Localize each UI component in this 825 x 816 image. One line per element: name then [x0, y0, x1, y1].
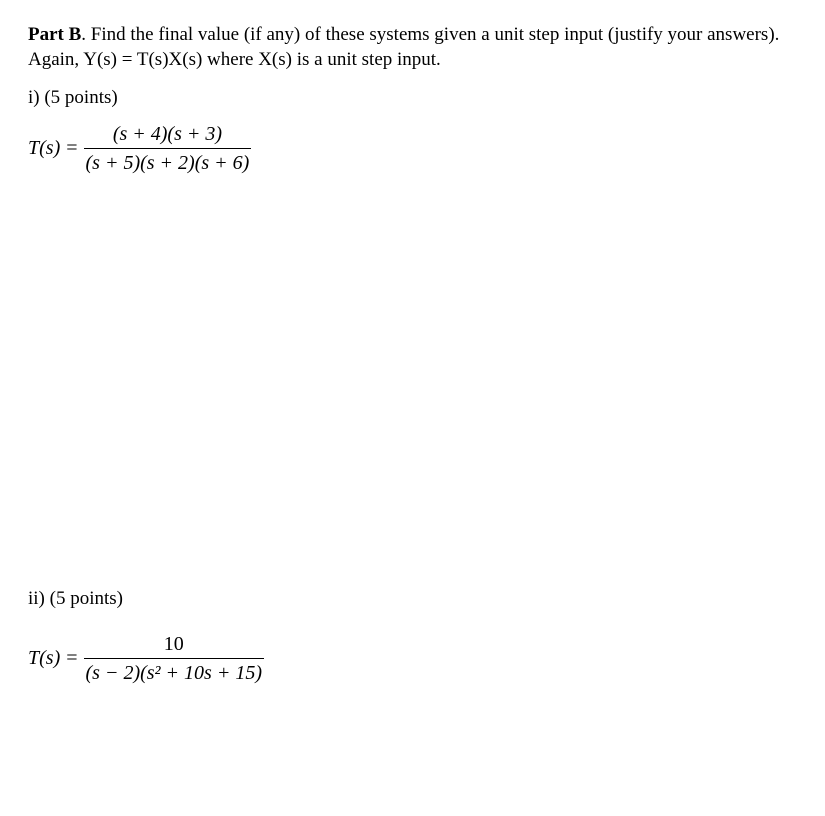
- fraction: [84, 122, 252, 175]
- problem-ii-equation: [28, 632, 264, 685]
- instruction-line-2: Again, Y(s) = T(s)X(s) where X(s) is a unit step input.: [28, 49, 441, 70]
- transfer-function-lhs: T(s): [28, 647, 61, 669]
- problem-ii-label: ii) (5 points): [28, 588, 123, 609]
- instruction-text: . Find the final value (if any) of these systems given a unit step input (justify your answers).: [81, 24, 780, 45]
- denominator: (s + 5)(s + 2)(s + 6): [85, 152, 250, 174]
- equals-sign: =: [66, 647, 78, 669]
- instruction-line-1: [28, 22, 818, 47]
- transfer-function-lhs: T(s): [28, 137, 61, 159]
- equals-sign: =: [66, 137, 78, 159]
- numerator: (s + 4)(s + 3): [112, 123, 223, 145]
- problem-i-label: i) (5 points): [28, 87, 118, 108]
- problem-i-equation: [28, 122, 251, 175]
- part-b-instructions: [28, 22, 818, 72]
- part-label: Part B: [28, 24, 82, 45]
- numerator: 10: [163, 633, 184, 655]
- denominator: (s − 2)(s² + 10s + 15): [85, 662, 262, 684]
- fraction: [84, 632, 264, 685]
